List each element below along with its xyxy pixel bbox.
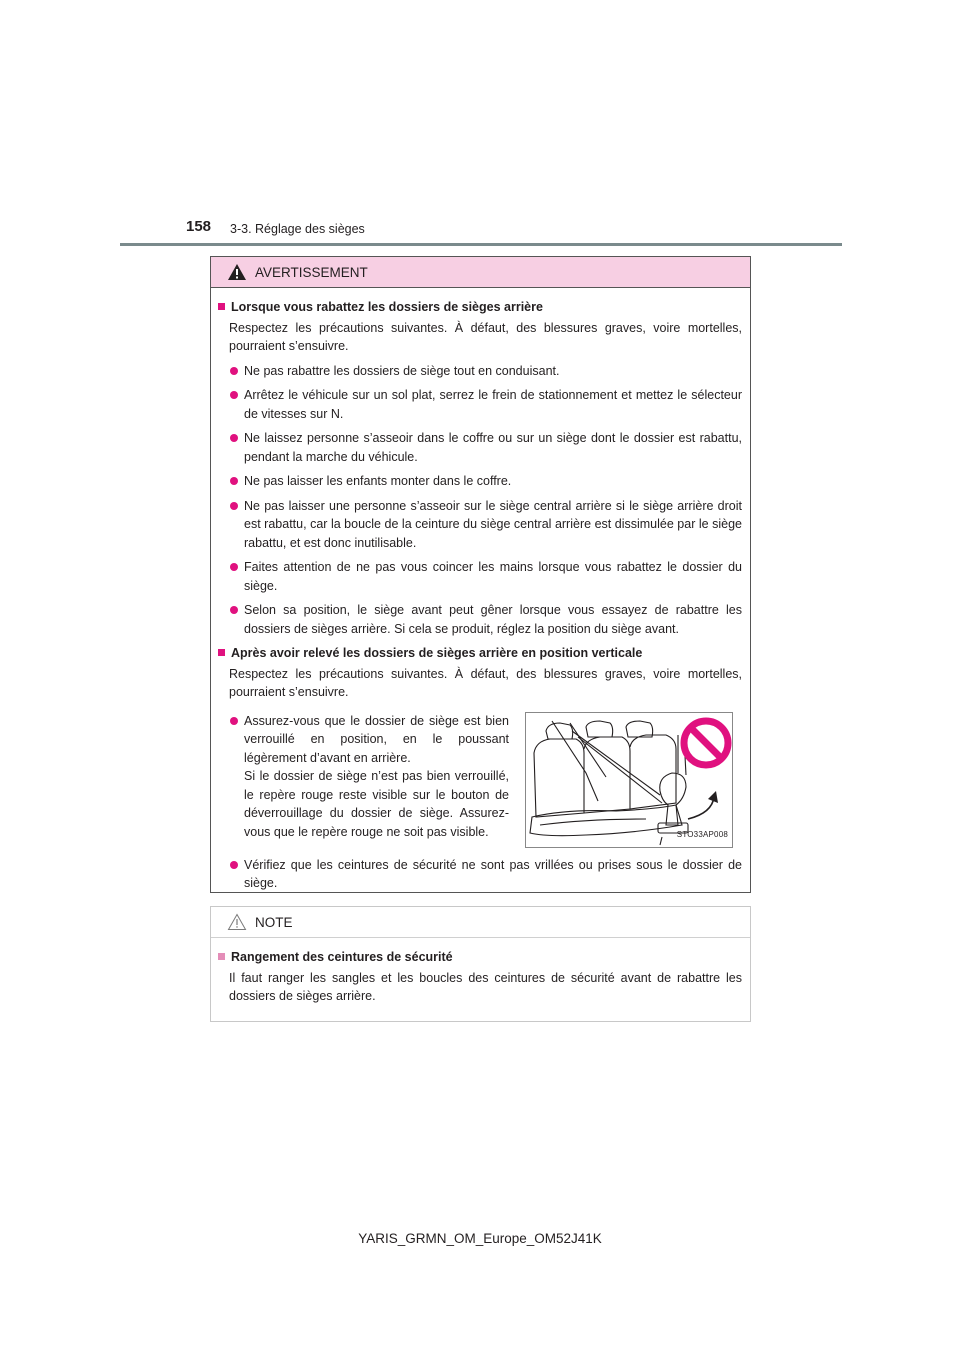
header-rule xyxy=(120,243,842,246)
list-item: Faites attention de ne pas vous coincer les mains lorsque vous rabattez le dossier du siège. xyxy=(218,558,742,595)
list-item: Selon sa position, le siège avant peut gêner lorsque vous essayez de rabattre les dossiers de sièges arrière. Si cela se produit, réglez la position du siège avant. xyxy=(218,601,742,638)
page-number: 158 xyxy=(186,218,212,235)
section2-heading: Après avoir relevé les dossiers de sièges arrière en position verticale xyxy=(218,644,742,663)
bullet-dot-icon xyxy=(230,563,238,571)
section1-heading: Lorsque vous rabattez les dossiers de sièges arrière xyxy=(218,298,742,317)
note-heading: Rangement des ceintures de sécurité xyxy=(218,948,742,967)
bullet-dot-icon xyxy=(230,861,238,869)
list-item: Ne pas laisser une personne s’asseoir sur le siège central arrière si le siège arrière droit est rabattu, car la boucle de la ceinture du siège central arrière est dissimulée par le siège rabattu, et est donc inutilisable. xyxy=(218,497,742,553)
bullet-dot-icon xyxy=(230,391,238,399)
list-item: Ne pas rabattre les dossiers de siège tout en conduisant. xyxy=(218,362,742,381)
bullet-dot-icon xyxy=(230,434,238,442)
section2-intro: Respectez les précautions suivantes. À défaut, des blessures graves, voire mortelles, pourraient s’ensuivre. xyxy=(229,666,742,699)
note-text: Il faut ranger les sangles et les boucles des ceintures de sécurité avant de rabattre les dossiers de sièges arrière. xyxy=(229,970,742,1003)
warning-box xyxy=(210,256,751,893)
warning-header xyxy=(211,257,750,288)
bullet-dot-icon xyxy=(230,367,238,375)
bullet-with-figure xyxy=(218,712,742,848)
list-item: Assurez-vous que le dossier de siège est bien verrouillé en position, en le poussant légèrement d’avant en arrière. Si le dossier de siège n’est pas bien verrouillé, le repère rouge reste visible sur le bouton de déverrouillage du dossier de siège. Assurez-vous que le repère rouge ne soit pas visible. xyxy=(229,712,509,848)
bullet-dot-icon xyxy=(230,717,238,725)
section1-intro: Respectez les précautions suivantes. À défaut, des blessures graves, voire mortelles, pourraient s’ensuivre. xyxy=(229,320,742,353)
square-bullet-icon xyxy=(218,303,225,310)
square-bullet-icon xyxy=(218,649,225,656)
footer-doc-id: YARIS_GRMN_OM_Europe_OM52J41K xyxy=(358,1231,602,1246)
list-item: Vérifiez que les ceintures de sécurité ne sont pas vrillées ou prises sous le dossier de siège. xyxy=(218,856,742,893)
list-item: Ne laissez personne s’asseoir dans le coffre ou sur un siège dont le dossier est rabattu, pendant la marche du véhicule. xyxy=(218,429,742,466)
list-item: Arrêtez le véhicule sur un sol plat, serrez le frein de stationnement et mettez le sélecteur de vitesses sur N. xyxy=(218,386,742,423)
seat-illustration xyxy=(525,712,733,848)
note-title: NOTE xyxy=(255,914,293,930)
note-box xyxy=(210,906,751,1022)
square-bullet-icon xyxy=(218,953,225,960)
caution-triangle-icon xyxy=(227,913,247,931)
warning-title: AVERTISSEMENT xyxy=(255,264,368,280)
bullet-dot-icon xyxy=(230,477,238,485)
list-item: Ne pas laisser les enfants monter dans le coffre. xyxy=(218,472,742,491)
bullet-dot-icon xyxy=(230,606,238,614)
warning-triangle-icon xyxy=(227,263,247,281)
figure-code: STO33AP008 xyxy=(676,830,728,839)
section-title: 3-3. Réglage des sièges xyxy=(230,222,365,236)
bullet-dot-icon xyxy=(230,502,238,510)
note-header xyxy=(211,907,750,938)
